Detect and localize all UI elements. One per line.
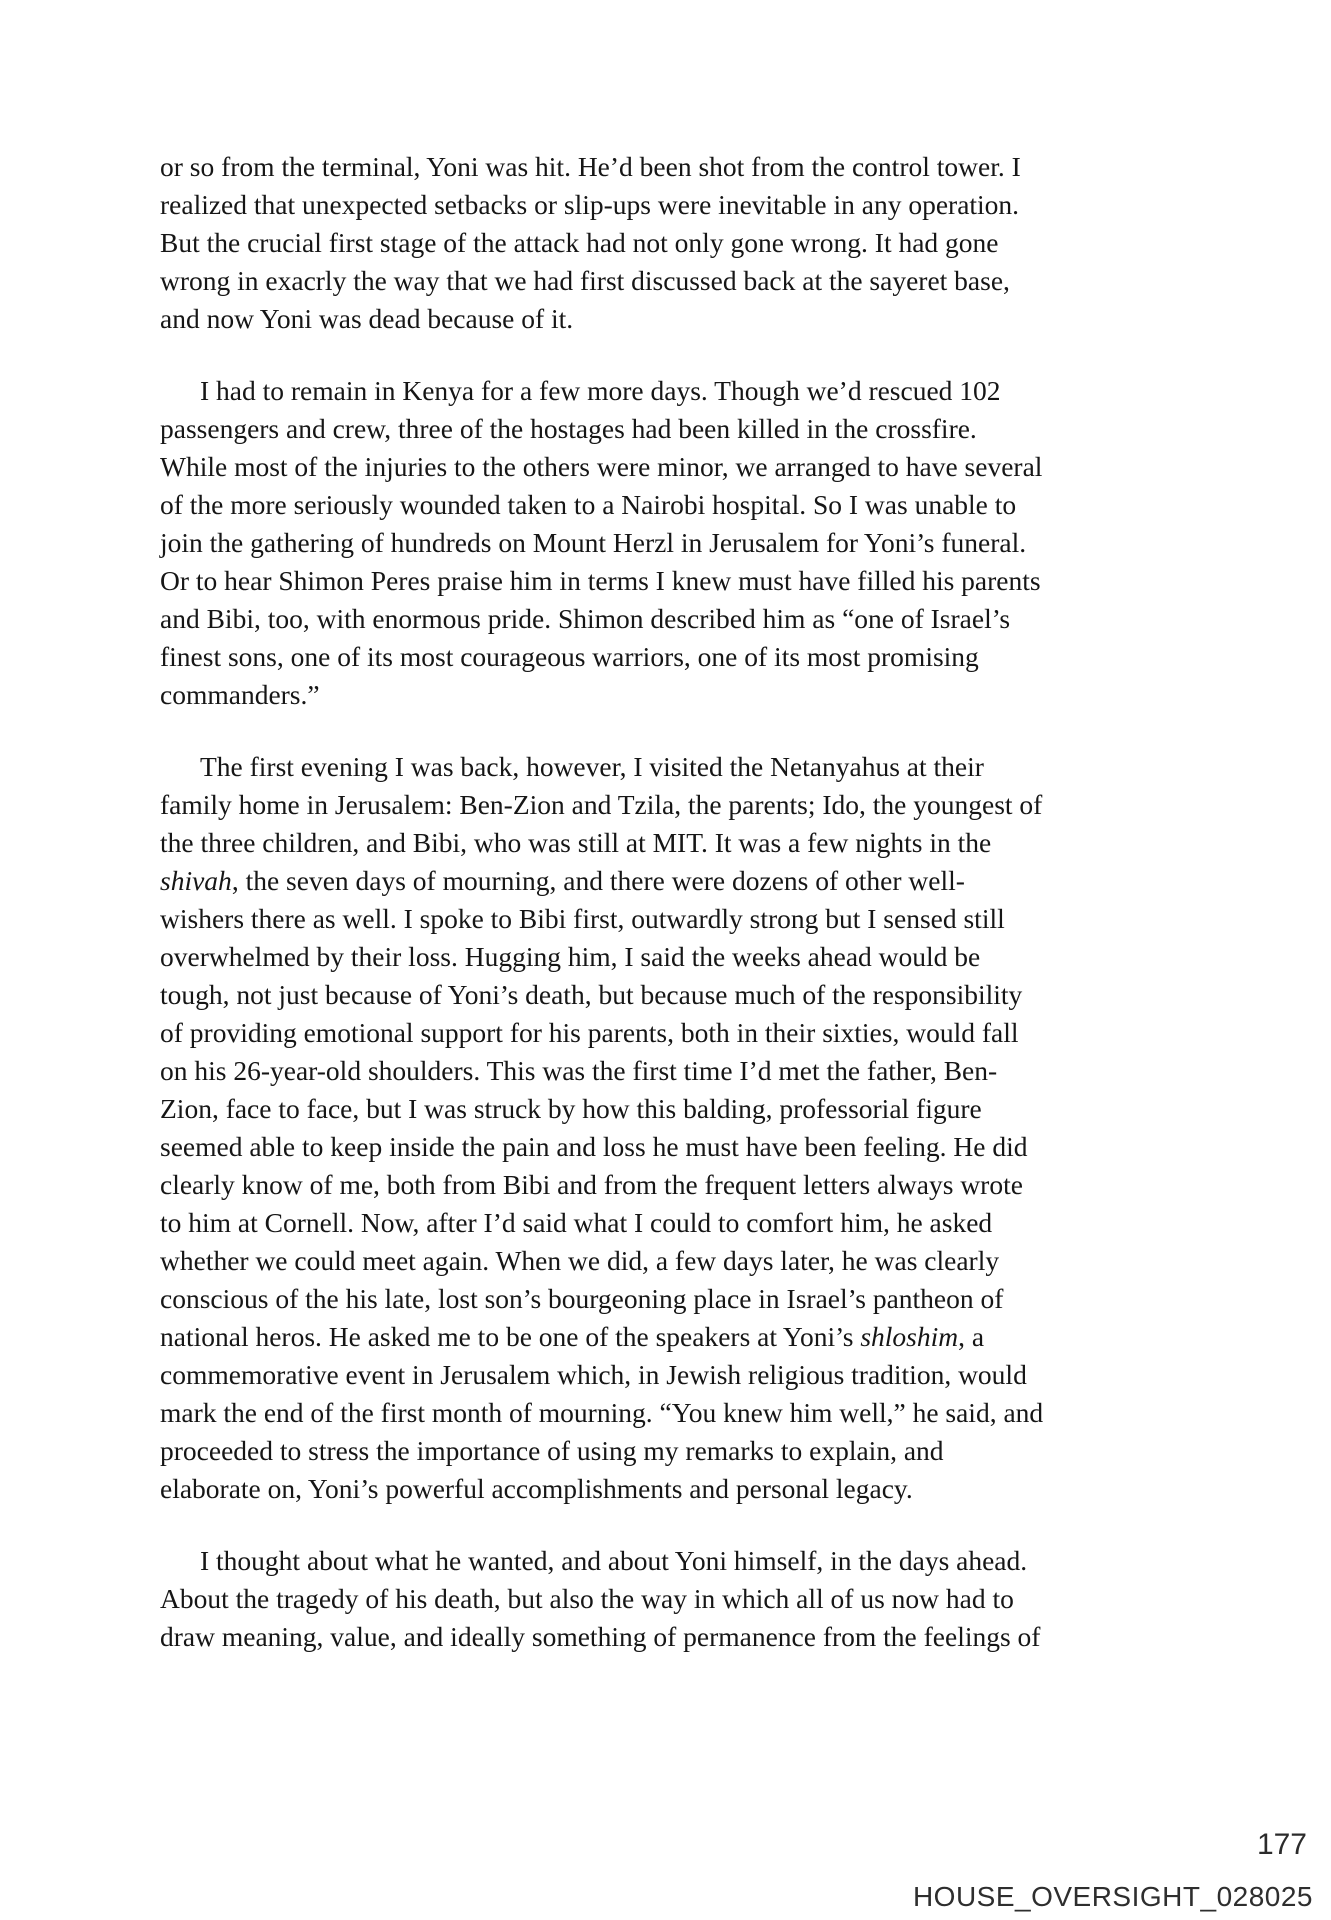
text-line: or so from the terminal, Yoni was hit. He’d been shot from the control tower. I bbox=[160, 151, 1021, 182]
text-line: tough, not just because of Yoni’s death, but because much of the responsibility bbox=[160, 979, 1023, 1010]
text-line: passengers and crew, three of the hostages had been killed in the crossfire. bbox=[160, 413, 977, 444]
text-line: to him at Cornell. Now, after I’d said what I could to comfort him, he asked bbox=[160, 1207, 993, 1238]
paragraph bbox=[160, 372, 1170, 714]
text-line: of the more seriously wounded taken to a Nairobi hospital. So I was unable to bbox=[160, 489, 1017, 520]
text-line: family home in Jerusalem: Ben-Zion and Tzila, the parents; Ido, the youngest of bbox=[160, 789, 1043, 820]
text-line: commemorative event in Jerusalem which, in Jewish religious tradition, would bbox=[160, 1359, 1027, 1390]
text-line: conscious of the his late, lost son’s bourgeoning place in Israel’s pantheon of bbox=[160, 1283, 1004, 1314]
text-line: draw meaning, value, and ideally something of permanence from the feelings of bbox=[160, 1621, 1041, 1652]
text-line: Zion, face to face, but I was struck by how this balding, professorial figure bbox=[160, 1093, 982, 1124]
text-line: commanders.” bbox=[160, 679, 320, 710]
text-line: seemed able to keep inside the pain and loss he must have been feeling. He did bbox=[160, 1131, 1028, 1162]
text-line: join the gathering of hundreds on Mount Herzl in Jerusalem for Yoni’s funeral. bbox=[160, 527, 1027, 558]
text-line: proceeded to stress the importance of using my remarks to explain, and bbox=[160, 1435, 944, 1466]
bates-stamp: HOUSE_OVERSIGHT_028025 bbox=[912, 1881, 1313, 1912]
paragraph bbox=[160, 148, 1170, 338]
text-line: Or to hear Shimon Peres praise him in terms I knew must have filled his parents bbox=[160, 565, 1041, 596]
text-line: on his 26-year-old shoulders. This was the first time I’d met the father, Ben- bbox=[160, 1055, 998, 1086]
text-line: wrong in exacrly the way that we had first discussed back at the sayeret base, bbox=[160, 265, 1010, 296]
text-line: clearly know of me, both from Bibi and from the frequent letters always wrote bbox=[160, 1169, 1023, 1200]
text-line: wishers there as well. I spoke to Bibi first, outwardly strong but I sensed still bbox=[160, 903, 1005, 934]
text-line: While most of the injuries to the others were minor, we arranged to have several bbox=[160, 451, 1043, 482]
text-line: overwhelmed by their loss. Hugging him, I said the weeks ahead would be bbox=[160, 941, 981, 972]
text-line: shivah, the seven days of mourning, and there were dozens of other well- bbox=[160, 865, 965, 896]
text-line: The first evening I was back, however, I visited the Netanyahus at their bbox=[200, 751, 984, 782]
text-line: I thought about what he wanted, and about Yoni himself, in the days ahead. bbox=[200, 1545, 1028, 1576]
document-body bbox=[160, 148, 1170, 1656]
text-line: finest sons, one of its most courageous warriors, one of its most promising bbox=[160, 641, 979, 672]
page-number: 177 bbox=[1256, 1828, 1307, 1861]
text-line: But the crucial first stage of the attack had not only gone wrong. It had gone bbox=[160, 227, 999, 258]
text-line: and now Yoni was dead because of it. bbox=[160, 303, 574, 334]
text-line: of providing emotional support for his parents, both in their sixties, would fall bbox=[160, 1017, 1019, 1048]
text-line: About the tragedy of his death, but also the way in which all of us now had to bbox=[160, 1583, 1014, 1614]
text-line: the three children, and Bibi, who was still at MIT. It was a few nights in the bbox=[160, 827, 992, 858]
text-line: realized that unexpected setbacks or slip-ups were inevitable in any operation. bbox=[160, 189, 1020, 220]
paragraph bbox=[160, 748, 1170, 1508]
text-line: I had to remain in Kenya for a few more days. Though we’d rescued 102 bbox=[200, 375, 1001, 406]
text-line: national heros. He asked me to be one of the speakers at Yoni’s shloshim, a bbox=[160, 1321, 985, 1352]
text-line: mark the end of the first month of mourning. “You knew him well,” he said, and bbox=[160, 1397, 1044, 1428]
paragraph bbox=[160, 1542, 1170, 1656]
text-line: whether we could meet again. When we did, a few days later, he was clearly bbox=[160, 1245, 1000, 1276]
text-line: and Bibi, too, with enormous pride. Shimon described him as “one of Israel’s bbox=[160, 603, 1011, 634]
text-line: elaborate on, Yoni’s powerful accomplishments and personal legacy. bbox=[160, 1473, 913, 1504]
